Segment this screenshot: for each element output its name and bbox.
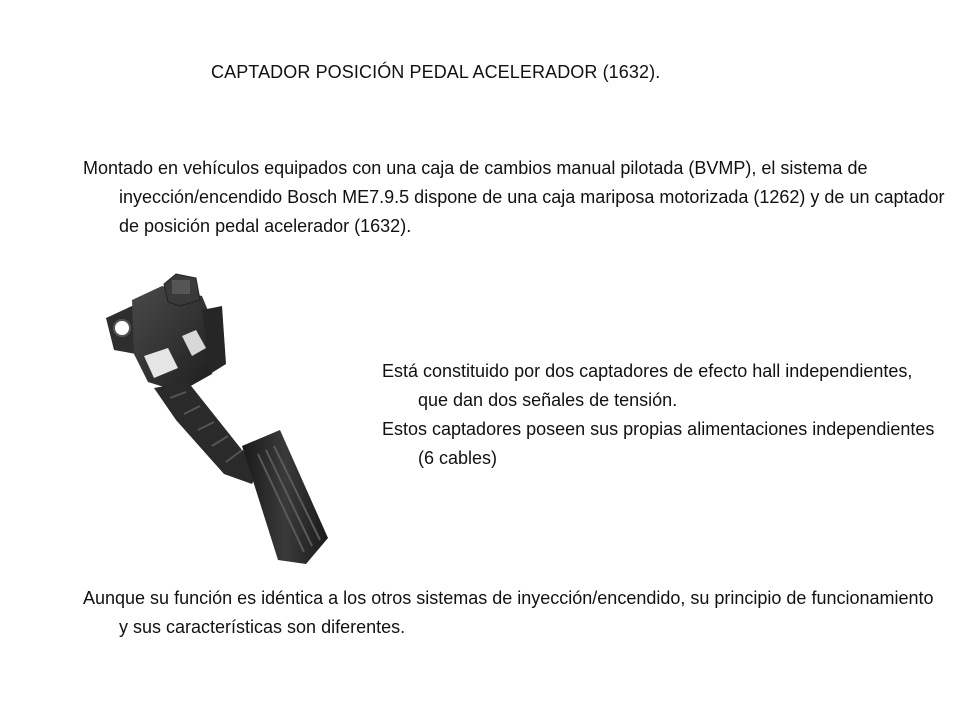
description-text-2: Estos captadores poseen sus propias alimentaciones independientes (6 cables) xyxy=(382,419,935,468)
conclusion-text: Aunque su función es idéntica a los otros sistemas de inyección/encendido, su principio de funcionamiento y sus características son diferentes. xyxy=(83,588,934,637)
slide-title: CAPTADOR POSICIÓN PEDAL ACELERADOR (1632). xyxy=(211,62,661,82)
accelerator-pedal-image xyxy=(92,270,362,570)
intro-text: Montado en vehículos equipados con una caja de cambios manual pilotada (BVMP), el sistema de inyección/encendido Bosch ME7.9.5 dispone de una caja mariposa motorizada (1262) y de un captador de posición pedal acelerador (1632). xyxy=(83,158,945,236)
description-text-1: Está constituido por dos captadores de efecto hall independientes, que dan dos señales de tensión. xyxy=(382,361,913,410)
description-paragraph xyxy=(382,357,942,473)
intro-paragraph xyxy=(83,154,953,241)
conclusion-paragraph xyxy=(83,584,943,642)
